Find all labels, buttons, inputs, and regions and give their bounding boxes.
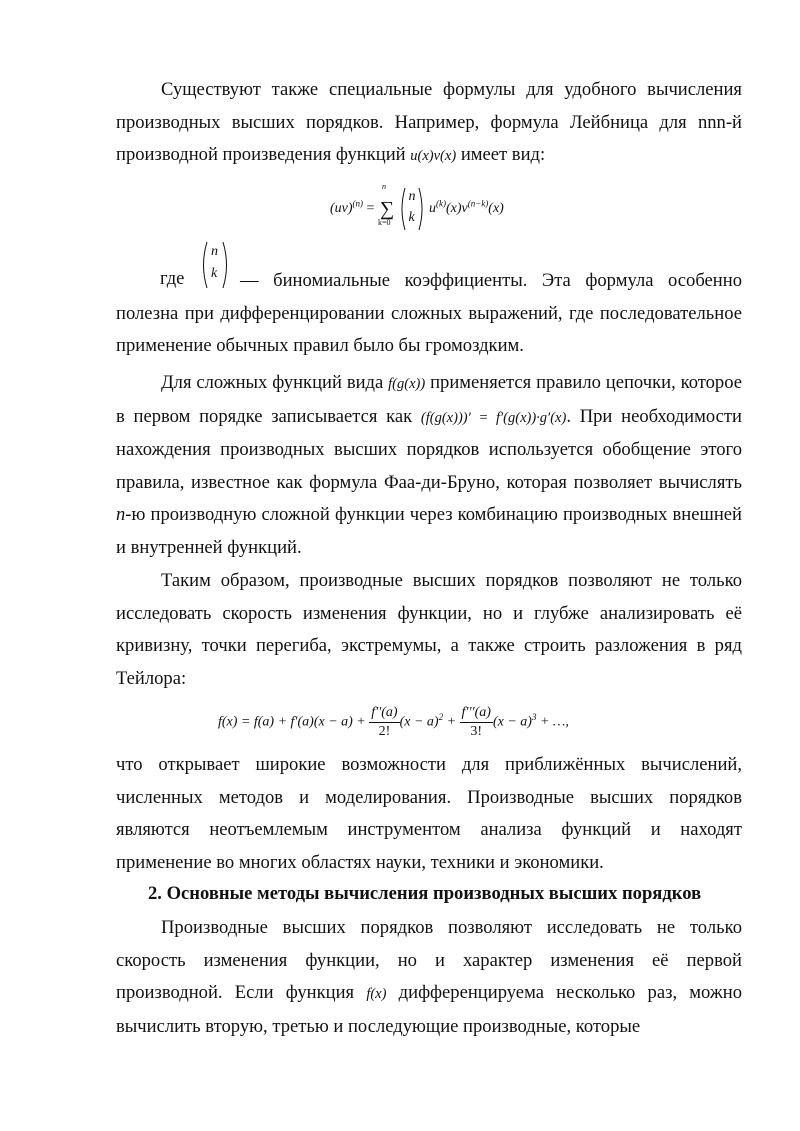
formula-part: 3: [531, 712, 537, 723]
fraction-den: 2!: [378, 724, 391, 739]
formula-part: (x)v: [445, 201, 468, 217]
text: -ю производную сложной функции через комбинацию производных внешней и внутренней функций.: [116, 504, 742, 558]
fraction-num: f′′′(a): [460, 704, 493, 723]
text: — биномиальные коэффициенты. Эта формула особенно полезна при дифференцировании сложных выражений, где последовательное применение обычных правил было бы громоздким.: [116, 270, 742, 357]
text: Для сложных функций вида: [161, 372, 384, 393]
math-chain-rule: (f(g(x)))′ = f′(g(x))·g′(x): [420, 409, 567, 426]
sum-top: n: [381, 181, 386, 191]
text: . При необходимости нахождения производных высших порядков используется обобщение этого правила, известное как формула Фаа-ди-Бруно, которая позволяет вычислять: [116, 405, 742, 493]
fraction-num: f′′(a): [369, 704, 399, 723]
paragraph-conclusion: [116, 749, 742, 879]
fraction-third-derivative: [460, 704, 493, 741]
formula-part: f(x) = f(a) + f′(a)(x − a) +: [218, 714, 366, 730]
formula-part: (n−k): [467, 198, 489, 209]
formula-part: + …,: [536, 714, 569, 730]
math-fgx: f(g(x)): [388, 376, 426, 392]
section-heading: 2. Основные методы вычисления производных высших порядков: [148, 883, 702, 904]
binom-top: n: [211, 244, 218, 259]
sum-bottom: k=0: [377, 217, 391, 227]
binom-bottom: k: [408, 210, 415, 225]
formula-part: (x − a): [492, 714, 532, 730]
fraction-second-derivative: [369, 704, 399, 741]
formula-part: u: [428, 201, 436, 217]
text: дифференцируема несколько раз, можно вычислить вторую, третью и последующие производные, которые: [116, 982, 742, 1037]
binom-leibniz: [399, 186, 425, 232]
text: что открывает широкие возможности для приближённых вычислений, численных методов и моделирования. Производные высших порядков являются неотъемлемым инструментом анализа функций и находят применение во многих областях науки, техники и экономики.: [116, 754, 742, 873]
where-label: где: [160, 268, 185, 289]
text: Таким образом, производные высших порядков позволяют не только исследовать скорость изменения функции, но и глубже анализировать её кривизну, точки перегиба, экстремумы, а также строить разложения в ряд Тейлора:: [116, 570, 742, 689]
paragraph-binomial: [116, 265, 742, 363]
math-n: n: [116, 504, 126, 526]
text: Производные высших порядков позволяют исследовать не только скорость изменения функции, но и характер изменения её первой производной. Если функция: [116, 917, 742, 1004]
formula-part: =: [366, 201, 375, 217]
paragraph-chain-rule: [116, 367, 742, 565]
leibniz-formula: [330, 181, 504, 232]
paragraph-leibniz-intro: [116, 74, 742, 173]
paragraph-methods: [116, 912, 742, 1043]
math-fx: f(x): [366, 986, 387, 1003]
formula-part: +: [443, 714, 460, 730]
formula-part: (n): [352, 198, 364, 209]
sum-symbol: n ∑ k=0: [377, 181, 395, 227]
fraction-den: 3!: [470, 724, 483, 739]
text: применяется правило цепочки, которое в первом порядке записывается как: [116, 372, 742, 427]
text: имеет вид:: [460, 144, 546, 166]
formula-part: (x − a): [399, 714, 439, 730]
formula-part: (x): [488, 201, 504, 217]
formula-part: 2: [438, 712, 444, 723]
text: Существуют также специальные формулы для удобного вычисления производных высших порядков. Например, формула Лейбница для nnn-й производной произведения функций: [116, 79, 742, 166]
paragraph-taylor-intro: [116, 565, 742, 695]
math-uv: u(x)v(x): [410, 148, 457, 165]
binom-bottom: k: [211, 266, 218, 281]
formula-part: (k): [435, 198, 446, 209]
taylor-formula: [218, 704, 569, 741]
binom-top: n: [408, 189, 416, 204]
formula-part: (uv): [330, 201, 353, 217]
